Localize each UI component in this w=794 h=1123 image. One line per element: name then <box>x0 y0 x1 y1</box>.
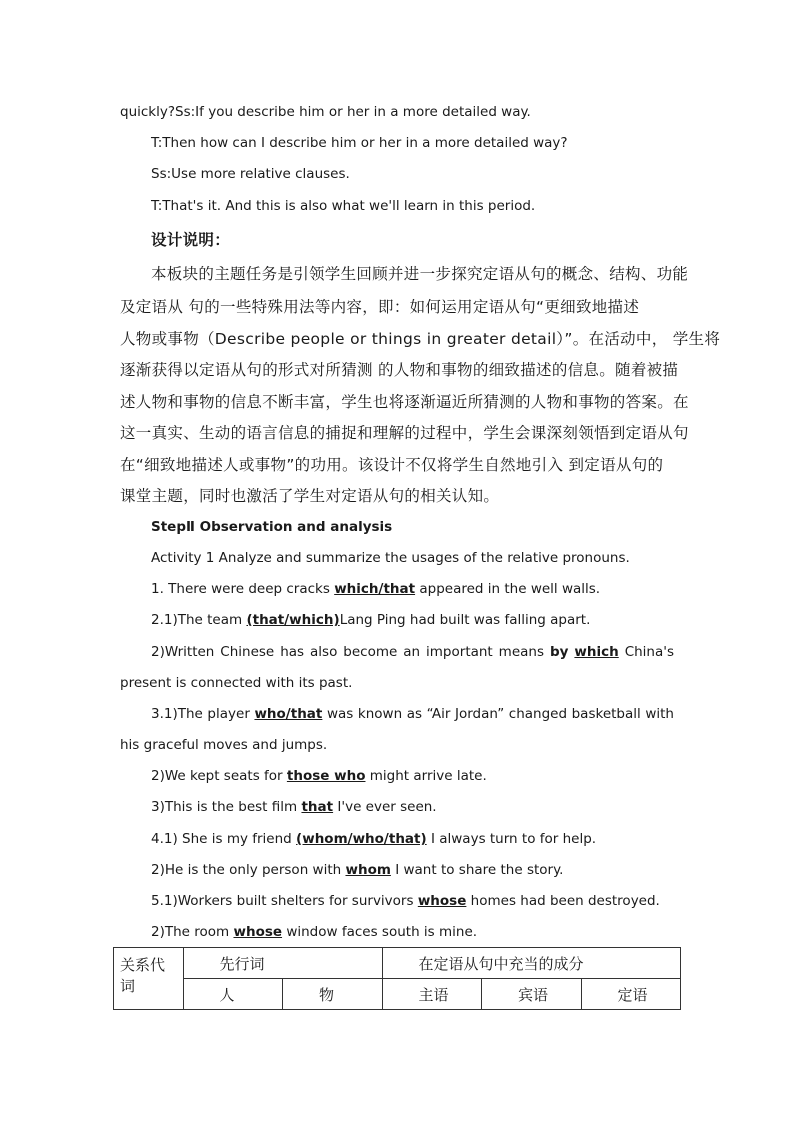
paragraph-line: 在“细致地描述人或事物”的功用。该设计不仅将学生自然地引入 到定语从句的 <box>120 456 664 474</box>
example-sentence: 5.1)Workers built shelters for survivors whose homes had been destroyed. <box>151 893 660 909</box>
example-sentence: 2)Written Chinese has also become an important means by which China's <box>151 644 674 660</box>
example-sentence: 2)The room whose window faces south is mine. <box>151 924 478 940</box>
dialogue-line: T:Then how can I describe him or her in a more detailed way? <box>151 135 568 151</box>
table-header-thing: 物 <box>283 979 383 1010</box>
dialogue-line: Ss:Use more relative clauses. <box>151 166 350 182</box>
table-header-attribute: 定语 <box>581 979 681 1010</box>
table-header-rel-pronoun: 关系代词 <box>114 948 184 1010</box>
example-sentence: 2.1)The team (that/which)Lang Ping had built was falling apart. <box>151 612 591 628</box>
example-sentence: 3)This is the best film that I've ever seen. <box>151 799 437 815</box>
paragraph-line: 逐渐获得以定语从句的形式对所猜测 的人物和事物的细致描述的信息。随着被描 <box>120 361 679 379</box>
paragraph-line: 这一真实、生动的语言信息的捕捉和理解的过程中，学生会课深刻领悟到定语从句 <box>120 424 689 442</box>
example-sentence-cont: his graceful moves and jumps. <box>120 737 328 753</box>
dialogue-line: T:That's it. And this is also what we'll learn in this period. <box>151 198 536 214</box>
example-sentence: 2)We kept seats for those who might arrive late. <box>151 768 487 784</box>
paragraph-line: 本板块的主题任务是引领学生回顾并进一步探究定语从句的概念、结构、功能 <box>151 265 689 283</box>
paragraph-line: 及定语从 句的一些特殊用法等内容，即：如何运用定语从句“更细致地描述 <box>120 298 640 316</box>
table-header-subject: 主语 <box>382 979 482 1010</box>
paragraph-line: 课堂主题，同时也激活了学生对定语从句的相关认知。 <box>120 487 500 505</box>
relative-pronoun-table <box>113 947 681 1010</box>
dialogue-line: quickly?Ss:If you describe him or her in a more detailed way. <box>120 104 531 120</box>
example-sentence: 4.1) She is my friend (whom/who/that) I always turn to for help. <box>151 831 597 847</box>
example-sentence-cont: present is connected with its past. <box>120 675 353 691</box>
example-sentence: 2)He is the only person with whom I want to share the story. <box>151 862 564 878</box>
paragraph-line: 人物或事物（Describe people or things in greater detail）”。在活动中， 学生将 <box>120 330 721 348</box>
paragraph-line: 述人物和事物的信息不断丰富，学生也将逐渐逼近所猜测的人物和事物的答案。在 <box>120 393 689 411</box>
table-header-object: 宾语 <box>482 979 582 1010</box>
design-heading: 设计说明： <box>151 231 231 249</box>
example-sentence: 3.1)The player who/that was known as “Air Jordan” changed basketball with <box>151 706 674 722</box>
table-header-antecedent: 先行词 <box>183 948 382 979</box>
step-heading: StepⅡ Observation and analysis <box>151 519 393 535</box>
table-header-person: 人 <box>183 979 283 1010</box>
table-header-role: 在定语从句中充当的成分 <box>382 948 681 979</box>
activity-title: Activity 1 Analyze and summarize the usages of the relative pronouns. <box>151 550 630 566</box>
example-sentence: 1. There were deep cracks which/that appeared in the well walls. <box>151 581 601 597</box>
